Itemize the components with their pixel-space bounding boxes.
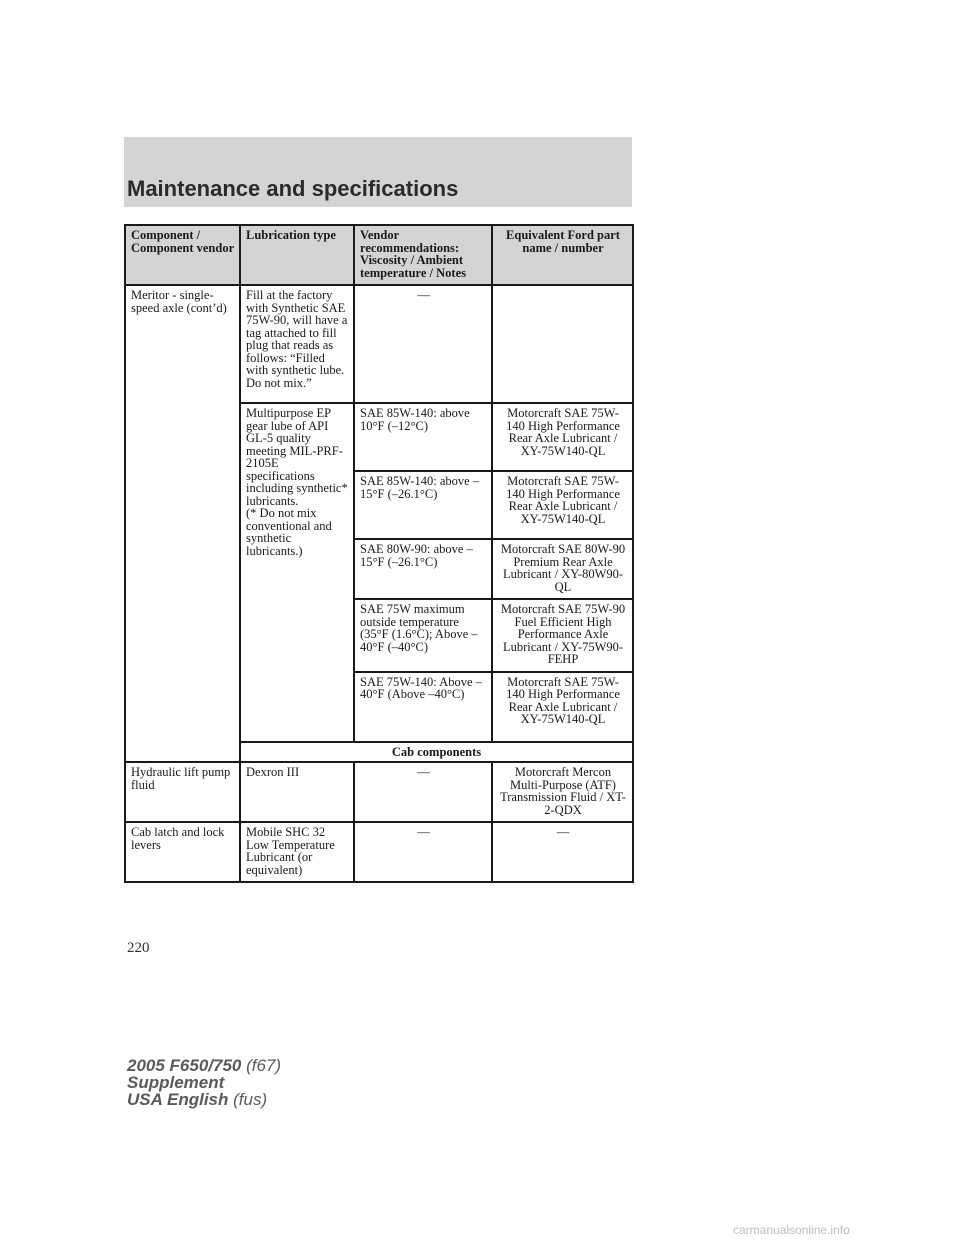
vendor-cell: SAE 75W maximum outside temperature (35°F (1.6°C); Above –40°F (–40°C) bbox=[354, 599, 492, 672]
document-footer bbox=[127, 1057, 281, 1108]
footer-model-code: (f67) bbox=[246, 1056, 282, 1075]
header-lubrication-type: Lubrication type bbox=[240, 225, 354, 285]
section-title: Maintenance and specifications bbox=[127, 176, 459, 201]
header-vendor-recommendations: Vendor recommendations: Viscosity / Ambient temperature / Notes bbox=[354, 225, 492, 285]
footer-supplement: Supplement bbox=[127, 1073, 225, 1092]
lubrication-cell: Mobile SHC 32 Low Temperature Lubricant (or equivalent) bbox=[240, 822, 354, 882]
lubrication-cell: Multipurpose EP gear lube of API GL-5 quality meeting MIL-PRF-2105E specifications including synthetic* lubricants. (* Do not mix conventional and synthetic lubricants.) bbox=[240, 403, 354, 742]
page-number: 220 bbox=[127, 940, 150, 956]
table-row bbox=[125, 285, 633, 403]
lubrication-cell: Dexron III bbox=[240, 762, 354, 822]
ford-part-cell: Motorcraft Mercon Multi-Purpose (ATF) Transmission Fluid / XT-2-QDX bbox=[492, 762, 633, 822]
table-row bbox=[125, 822, 633, 882]
vendor-cell: SAE 85W-140: above 10°F (–12°C) bbox=[354, 403, 492, 471]
table-header-row bbox=[125, 225, 633, 285]
footer-model: 2005 F650/750 bbox=[127, 1056, 242, 1075]
component-cell: Hydraulic lift pump fluid bbox=[125, 762, 240, 822]
ford-part-cell: Motorcraft SAE 75W-90 Fuel Efficient High Performance Axle Lubricant / XY-75W90-FEHP bbox=[492, 599, 633, 672]
footer-line-language bbox=[127, 1091, 281, 1108]
vendor-cell: — bbox=[354, 285, 492, 403]
header-component: Component / Component vendor bbox=[125, 225, 240, 285]
footer-line-supplement bbox=[127, 1074, 281, 1091]
footer-language-code: (fus) bbox=[233, 1090, 268, 1109]
vendor-cell: SAE 85W-140: above –15°F (–26.1°C) bbox=[354, 471, 492, 539]
table-row bbox=[125, 762, 633, 822]
vendor-cell: SAE 75W-140: Above –40°F (Above –40°C) bbox=[354, 672, 492, 742]
vendor-cell: SAE 80W-90: above –15°F (–26.1°C) bbox=[354, 539, 492, 599]
vendor-cell: — bbox=[354, 762, 492, 822]
ford-part-cell: Motorcraft SAE 80W-90 Premium Rear Axle Lubricant / XY-80W90-QL bbox=[492, 539, 633, 599]
footer-line-model bbox=[127, 1057, 281, 1074]
ford-part-cell bbox=[492, 285, 633, 403]
ford-part-cell: — bbox=[492, 822, 633, 882]
footer-language: USA English bbox=[127, 1090, 229, 1109]
lubrication-cell: Fill at the factory with Synthetic SAE 75W-90, will have a tag attached to fill plug that reads as follows: “Filled with synthetic lube. Do not mix.” bbox=[240, 285, 354, 403]
header-ford-part: Equivalent Ford part name / number bbox=[492, 225, 633, 285]
ford-part-cell: Motorcraft SAE 75W-140 High Performance Rear Axle Lubricant / XY-75W140-QL bbox=[492, 672, 633, 742]
vendor-cell: — bbox=[354, 822, 492, 882]
lubrication-spec-table bbox=[124, 224, 634, 883]
component-cell: Meritor - single-speed axle (cont’d) bbox=[125, 285, 240, 762]
component-cell: Cab latch and lock levers bbox=[125, 822, 240, 882]
watermark[interactable]: carmanualsonline.info bbox=[733, 1223, 850, 1237]
cab-components-heading: Cab components bbox=[240, 742, 633, 763]
ford-part-cell: Motorcraft SAE 75W-140 High Performance Rear Axle Lubricant / XY-75W140-QL bbox=[492, 403, 633, 471]
ford-part-cell: Motorcraft SAE 75W-140 High Performance Rear Axle Lubricant / XY-75W140-QL bbox=[492, 471, 633, 539]
